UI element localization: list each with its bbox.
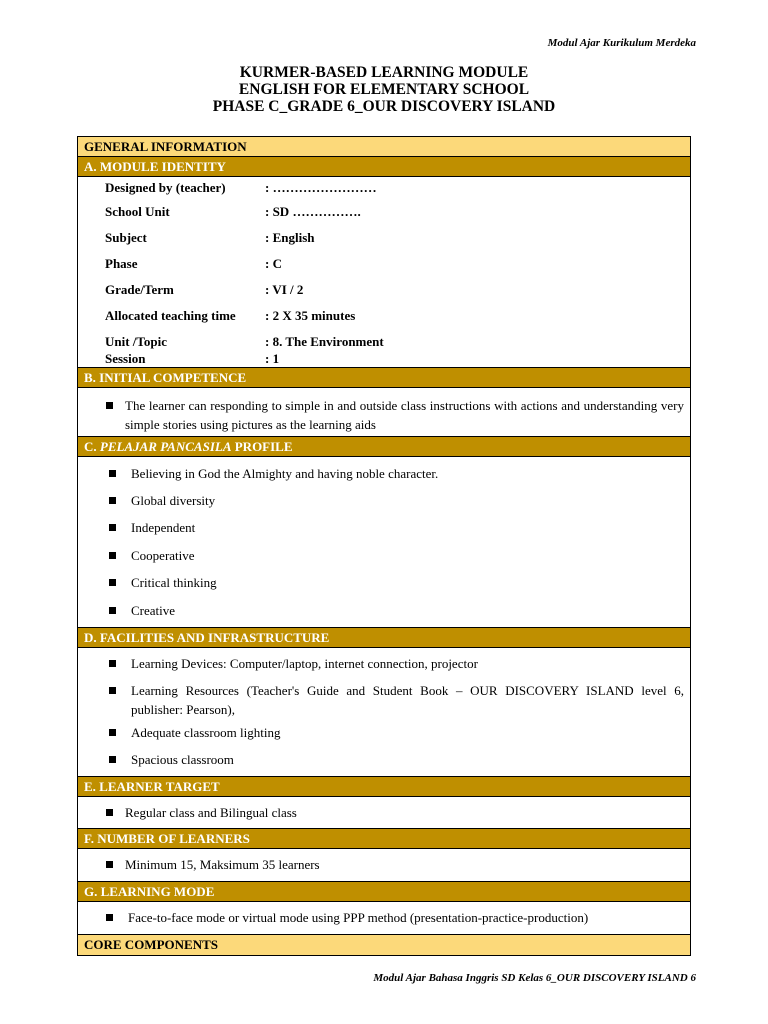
learner-target-section: Regular class and Bilingual class <box>78 797 690 829</box>
identity-label: Session <box>105 351 146 366</box>
title-line-3: PHASE C_GRADE 6_OUR DISCOVERY ISLAND <box>212 98 556 115</box>
facilities-heading: D. FACILITIES AND INFRASTRUCTURE <box>78 628 690 648</box>
identity-label: Unit /Topic <box>105 334 168 349</box>
bullet-square-icon <box>109 524 116 531</box>
identity-value: : …………………… <box>265 180 377 195</box>
number-of-learners-heading: F. NUMBER OF LEARNERS <box>78 829 690 849</box>
learning-mode-section: Face-to-face mode or virtual mode using PPP method (presentation-practice-production) <box>78 902 690 935</box>
identity-label: School Unit <box>105 204 170 219</box>
initial-competence-section: The learner can responding to simple in and outside class instructions with actions and understanding very simple stories using pictures as the learning aids <box>78 388 690 437</box>
document-title <box>0 64 768 115</box>
identity-value: : English <box>265 230 315 245</box>
identity-value: : SD ……………. <box>265 204 361 219</box>
number-of-learners-section: Minimum 15, Maksimum 35 learners <box>78 849 690 882</box>
identity-label: Subject <box>105 230 147 245</box>
general-information-table <box>77 136 691 956</box>
identity-value: : VI / 2 <box>265 282 304 297</box>
module-identity-section <box>78 177 690 368</box>
title-line-2: ENGLISH FOR ELEMENTARY SCHOOL <box>238 81 530 98</box>
identity-value: : 2 X 35 minutes <box>265 308 356 323</box>
facilities-section: Learning Devices: Computer/laptop, internet connection, projector Learning Resources (Teacher's Guide and Student Book – OUR DISCOVERY ISLAND level 6, publisher: Pearson), Adequate classroom lighting Spacious classroom <box>78 648 690 777</box>
identity-label: Grade/Term <box>105 282 174 297</box>
identity-value: : 1 <box>265 351 280 366</box>
bullet-square-icon <box>109 687 116 694</box>
bullet-square-icon <box>106 914 113 921</box>
module-identity-heading: A. MODULE IDENTITY <box>78 157 690 177</box>
identity-label: Allocated teaching time <box>105 308 236 323</box>
bullet-square-icon <box>106 402 113 409</box>
identity-value: : 8. The Environment <box>265 334 384 349</box>
bullet-square-icon <box>109 497 116 504</box>
bullet-square-icon <box>109 756 116 763</box>
bullet-square-icon <box>109 729 116 736</box>
bullet-square-icon <box>109 552 116 559</box>
pancasila-profile-heading: C. PELAJAR PANCASILA PROFILE <box>78 437 690 457</box>
core-components-heading: CORE COMPONENTS <box>78 935 690 955</box>
bullet-square-icon <box>109 660 116 667</box>
identity-label: Designed by (teacher) <box>105 180 226 195</box>
bullet-square-icon <box>106 861 113 868</box>
learning-mode-heading: G. LEARNING MODE <box>78 882 690 902</box>
bullet-square-icon <box>106 809 113 816</box>
header-note: Modul Ajar Kurikulum Merdeka <box>547 37 696 49</box>
identity-value: : C <box>265 256 282 271</box>
general-information-heading: GENERAL INFORMATION <box>78 137 690 157</box>
bullet-square-icon <box>109 579 116 586</box>
pancasila-profile-section: Believing in God the Almighty and having noble character. Global diversity Independent Cooperative Critical thinking Creative <box>78 457 690 628</box>
bullet-square-icon <box>109 607 116 614</box>
title-line-1: KURMER-BASED LEARNING MODULE <box>239 64 529 81</box>
initial-competence-heading: B. INITIAL COMPETENCE <box>78 368 690 388</box>
footer-note: Modul Ajar Bahasa Inggris SD Kelas 6_OUR DISCOVERY ISLAND 6 <box>373 972 696 984</box>
identity-label: Phase <box>105 256 138 271</box>
learner-target-heading: E. LEARNER TARGET <box>78 777 690 797</box>
bullet-square-icon <box>109 470 116 477</box>
